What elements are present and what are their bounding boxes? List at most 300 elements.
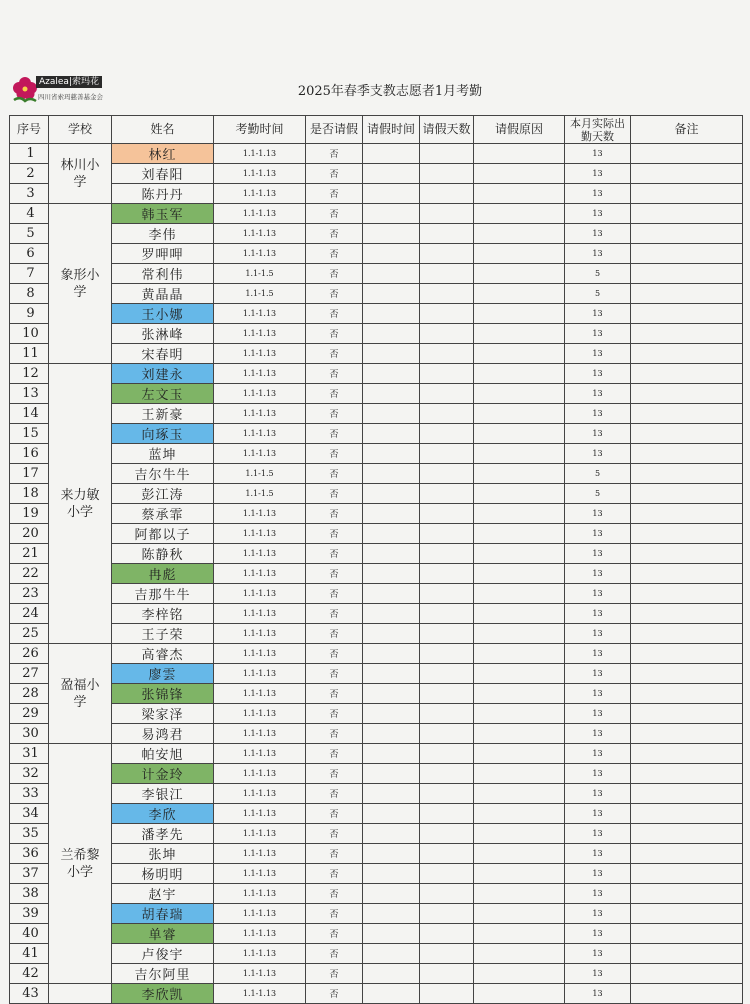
school-cell: 兰希黎小学 xyxy=(49,744,112,984)
attendance-time-cell: 1.1-1.13 xyxy=(214,144,306,164)
leave-time-cell xyxy=(363,724,420,744)
actual-days-cell: 13 xyxy=(565,924,631,944)
name-cell: 罗呷呷 xyxy=(112,244,214,264)
table-row xyxy=(10,724,743,744)
table-row xyxy=(10,204,743,224)
attendance-time-cell: 1.1-1.13 xyxy=(214,504,306,524)
leave-days-cell xyxy=(420,464,474,484)
name-cell: 单睿 xyxy=(112,924,214,944)
leave-reason-cell xyxy=(474,384,565,404)
table-row xyxy=(10,384,743,404)
remarks-cell xyxy=(631,704,743,724)
attendance-time-cell: 1.1-1.13 xyxy=(214,424,306,444)
attendance-table xyxy=(9,115,743,1004)
leave-reason-cell xyxy=(474,304,565,324)
actual-days-cell: 5 xyxy=(565,264,631,284)
remarks-cell xyxy=(631,164,743,184)
leave-time-cell xyxy=(363,384,420,404)
seq-cell: 2 xyxy=(10,164,49,184)
remarks-cell xyxy=(631,984,743,1004)
remarks-cell xyxy=(631,584,743,604)
remarks-cell xyxy=(631,524,743,544)
seq-cell: 20 xyxy=(10,524,49,544)
leave-reason-cell xyxy=(474,904,565,924)
attendance-time-cell: 1.1-1.13 xyxy=(214,944,306,964)
actual-days-cell: 13 xyxy=(565,664,631,684)
leave-reason-cell xyxy=(474,804,565,824)
leave-reason-cell xyxy=(474,544,565,564)
actual-days-cell: 13 xyxy=(565,804,631,824)
leave-days-cell xyxy=(420,144,474,164)
name-cell: 吉尔阿里 xyxy=(112,964,214,984)
leave-reason-cell xyxy=(474,484,565,504)
table-row xyxy=(10,424,743,444)
leave-time-cell xyxy=(363,484,420,504)
name-cell: 李银江 xyxy=(112,784,214,804)
attendance-time-cell: 1.1-1.13 xyxy=(214,764,306,784)
seq-cell: 37 xyxy=(10,864,49,884)
leave-reason-cell xyxy=(474,284,565,304)
leave-days-cell xyxy=(420,964,474,984)
leave-reason-cell xyxy=(474,324,565,344)
leave-reason-cell xyxy=(474,884,565,904)
actual-days-cell: 13 xyxy=(565,404,631,424)
seq-cell: 26 xyxy=(10,644,49,664)
on-leave-cell: 否 xyxy=(306,384,363,404)
leave-time-cell xyxy=(363,824,420,844)
leave-time-cell xyxy=(363,204,420,224)
seq-cell: 12 xyxy=(10,364,49,384)
name-cell: 卢俊宇 xyxy=(112,944,214,964)
page-title: 2025年春季支教志愿者1月考勤 xyxy=(297,84,483,99)
on-leave-cell: 否 xyxy=(306,544,363,564)
table-row xyxy=(10,904,743,924)
table-row xyxy=(10,544,743,564)
table-row xyxy=(10,284,743,304)
table-row xyxy=(10,564,743,584)
seq-cell: 42 xyxy=(10,964,49,984)
name-cell: 彭江涛 xyxy=(112,484,214,504)
remarks-cell xyxy=(631,864,743,884)
attendance-time-cell: 1.1-1.13 xyxy=(214,524,306,544)
on-leave-cell: 否 xyxy=(306,884,363,904)
name-cell: 杨明明 xyxy=(112,864,214,884)
seq-cell: 11 xyxy=(10,344,49,364)
leave-reason-cell xyxy=(474,624,565,644)
name-cell: 张淋峰 xyxy=(112,324,214,344)
school-cell: 来力敏小学 xyxy=(49,364,112,644)
on-leave-cell: 否 xyxy=(306,184,363,204)
name-cell: 左文玉 xyxy=(112,384,214,404)
leave-time-cell xyxy=(363,444,420,464)
table-row xyxy=(10,964,743,984)
seq-cell: 21 xyxy=(10,544,49,564)
remarks-cell xyxy=(631,404,743,424)
remarks-cell xyxy=(631,924,743,944)
leave-days-cell xyxy=(420,944,474,964)
leave-days-cell xyxy=(420,664,474,684)
attendance-time-cell: 1.1-1.13 xyxy=(214,364,306,384)
remarks-cell xyxy=(631,824,743,844)
leave-days-cell xyxy=(420,764,474,784)
remarks-cell xyxy=(631,264,743,284)
leave-time-cell xyxy=(363,404,420,424)
on-leave-cell: 否 xyxy=(306,424,363,444)
header-leave-days: 请假天数 xyxy=(420,116,474,144)
seq-cell: 24 xyxy=(10,604,49,624)
name-cell: 李梓铭 xyxy=(112,604,214,624)
leave-time-cell xyxy=(363,164,420,184)
name-cell: 阿都以子 xyxy=(112,524,214,544)
actual-days-cell: 13 xyxy=(565,864,631,884)
remarks-cell xyxy=(631,484,743,504)
header-seq: 序号 xyxy=(10,116,49,144)
leave-days-cell xyxy=(420,324,474,344)
actual-days-cell: 13 xyxy=(565,764,631,784)
on-leave-cell: 否 xyxy=(306,404,363,424)
table-row xyxy=(10,224,743,244)
attendance-time-cell: 1.1-1.13 xyxy=(214,224,306,244)
leave-time-cell xyxy=(363,644,420,664)
leave-days-cell xyxy=(420,824,474,844)
leave-days-cell xyxy=(420,904,474,924)
on-leave-cell: 否 xyxy=(306,204,363,224)
on-leave-cell: 否 xyxy=(306,524,363,544)
school-cell: 象形小学 xyxy=(49,204,112,364)
remarks-cell xyxy=(631,884,743,904)
logo-brand-text: Azalea|索玛花 xyxy=(36,76,102,88)
leave-days-cell xyxy=(420,164,474,184)
table-header-row xyxy=(10,116,743,144)
leave-reason-cell xyxy=(474,344,565,364)
table-row xyxy=(10,504,743,524)
header-attendance-time: 考勤时间 xyxy=(214,116,306,144)
leave-time-cell xyxy=(363,144,420,164)
on-leave-cell: 否 xyxy=(306,584,363,604)
remarks-cell xyxy=(631,364,743,384)
leave-reason-cell xyxy=(474,644,565,664)
seq-cell: 19 xyxy=(10,504,49,524)
actual-days-cell: 13 xyxy=(565,784,631,804)
on-leave-cell: 否 xyxy=(306,604,363,624)
name-cell: 高睿杰 xyxy=(112,644,214,664)
on-leave-cell: 否 xyxy=(306,844,363,864)
seq-cell: 35 xyxy=(10,824,49,844)
on-leave-cell: 否 xyxy=(306,444,363,464)
actual-days-cell: 13 xyxy=(565,144,631,164)
remarks-cell xyxy=(631,384,743,404)
name-cell: 张锦锋 xyxy=(112,684,214,704)
leave-time-cell xyxy=(363,904,420,924)
actual-days-cell: 13 xyxy=(565,884,631,904)
leave-reason-cell xyxy=(474,984,565,1004)
on-leave-cell: 否 xyxy=(306,564,363,584)
school-cell xyxy=(49,984,112,1004)
attendance-time-cell: 1.1-1.13 xyxy=(214,204,306,224)
actual-days-cell: 13 xyxy=(565,384,631,404)
leave-reason-cell xyxy=(474,464,565,484)
seq-cell: 29 xyxy=(10,704,49,724)
actual-days-cell: 13 xyxy=(565,324,631,344)
leave-days-cell xyxy=(420,384,474,404)
seq-cell: 39 xyxy=(10,904,49,924)
on-leave-cell: 否 xyxy=(306,144,363,164)
seq-cell: 3 xyxy=(10,184,49,204)
seq-cell: 23 xyxy=(10,584,49,604)
actual-days-cell: 13 xyxy=(565,244,631,264)
leave-time-cell xyxy=(363,544,420,564)
attendance-time-cell: 1.1-1.13 xyxy=(214,164,306,184)
remarks-cell xyxy=(631,664,743,684)
on-leave-cell: 否 xyxy=(306,344,363,364)
name-cell: 韩玉军 xyxy=(112,204,214,224)
name-cell: 李伟 xyxy=(112,224,214,244)
remarks-cell xyxy=(631,324,743,344)
leave-time-cell xyxy=(363,604,420,624)
header-school: 学校 xyxy=(49,116,112,144)
name-cell: 蔡承霏 xyxy=(112,504,214,524)
leave-reason-cell xyxy=(474,424,565,444)
name-cell: 张坤 xyxy=(112,844,214,864)
actual-days-cell: 13 xyxy=(565,504,631,524)
table-row xyxy=(10,864,743,884)
leave-time-cell xyxy=(363,624,420,644)
seq-cell: 14 xyxy=(10,404,49,424)
table-row xyxy=(10,604,743,624)
leave-reason-cell xyxy=(474,684,565,704)
on-leave-cell: 否 xyxy=(306,724,363,744)
name-cell: 林红 xyxy=(112,144,214,164)
attendance-time-cell: 1.1-1.13 xyxy=(214,344,306,364)
leave-reason-cell xyxy=(474,244,565,264)
seq-cell: 27 xyxy=(10,664,49,684)
name-cell: 陈丹丹 xyxy=(112,184,214,204)
leave-time-cell xyxy=(363,184,420,204)
leave-days-cell xyxy=(420,624,474,644)
attendance-time-cell: 1.1-1.5 xyxy=(214,464,306,484)
leave-time-cell xyxy=(363,504,420,524)
table-row xyxy=(10,444,743,464)
on-leave-cell: 否 xyxy=(306,484,363,504)
attendance-time-cell: 1.1-1.13 xyxy=(214,404,306,424)
seq-cell: 18 xyxy=(10,484,49,504)
leave-reason-cell xyxy=(474,264,565,284)
on-leave-cell: 否 xyxy=(306,804,363,824)
seq-cell: 9 xyxy=(10,304,49,324)
actual-days-cell: 13 xyxy=(565,344,631,364)
leave-time-cell xyxy=(363,264,420,284)
attendance-time-cell: 1.1-1.13 xyxy=(214,324,306,344)
actual-days-cell: 13 xyxy=(565,364,631,384)
seq-cell: 10 xyxy=(10,324,49,344)
leave-days-cell xyxy=(420,524,474,544)
attendance-time-cell: 1.1-1.13 xyxy=(214,924,306,944)
actual-days-cell: 13 xyxy=(565,904,631,924)
on-leave-cell: 否 xyxy=(306,304,363,324)
remarks-cell xyxy=(631,544,743,564)
leave-reason-cell xyxy=(474,224,565,244)
name-cell: 赵宇 xyxy=(112,884,214,904)
seq-cell: 4 xyxy=(10,204,49,224)
table-row xyxy=(10,184,743,204)
leave-time-cell xyxy=(363,344,420,364)
name-cell: 常利伟 xyxy=(112,264,214,284)
seq-cell: 41 xyxy=(10,944,49,964)
name-cell: 宋春明 xyxy=(112,344,214,364)
remarks-cell xyxy=(631,764,743,784)
leave-days-cell xyxy=(420,564,474,584)
attendance-time-cell: 1.1-1.13 xyxy=(214,544,306,564)
on-leave-cell: 否 xyxy=(306,944,363,964)
actual-days-cell: 13 xyxy=(565,164,631,184)
leave-reason-cell xyxy=(474,864,565,884)
remarks-cell xyxy=(631,604,743,624)
leave-days-cell xyxy=(420,604,474,624)
leave-days-cell xyxy=(420,224,474,244)
leave-time-cell xyxy=(363,924,420,944)
leave-reason-cell xyxy=(474,844,565,864)
remarks-cell xyxy=(631,944,743,964)
leave-time-cell xyxy=(363,364,420,384)
leave-time-cell xyxy=(363,304,420,324)
table-row xyxy=(10,684,743,704)
leave-time-cell xyxy=(363,324,420,344)
actual-days-cell: 13 xyxy=(565,844,631,864)
table-row xyxy=(10,644,743,664)
remarks-cell xyxy=(631,204,743,224)
attendance-time-cell: 1.1-1.13 xyxy=(214,664,306,684)
remarks-cell xyxy=(631,724,743,744)
actual-days-cell: 13 xyxy=(565,744,631,764)
name-cell: 刘建永 xyxy=(112,364,214,384)
leave-days-cell xyxy=(420,584,474,604)
remarks-cell xyxy=(631,144,743,164)
leave-days-cell xyxy=(420,344,474,364)
table-row xyxy=(10,304,743,324)
leave-time-cell xyxy=(363,804,420,824)
seq-cell: 30 xyxy=(10,724,49,744)
seq-cell: 15 xyxy=(10,424,49,444)
attendance-time-cell: 1.1-1.13 xyxy=(214,784,306,804)
name-cell: 廖雲 xyxy=(112,664,214,684)
leave-time-cell xyxy=(363,664,420,684)
actual-days-cell: 13 xyxy=(565,604,631,624)
attendance-time-cell: 1.1-1.13 xyxy=(214,804,306,824)
attendance-time-cell: 1.1-1.13 xyxy=(214,904,306,924)
on-leave-cell: 否 xyxy=(306,164,363,184)
seq-cell: 43 xyxy=(10,984,49,1004)
attendance-time-cell: 1.1-1.13 xyxy=(214,624,306,644)
leave-time-cell xyxy=(363,464,420,484)
name-cell: 帕安旭 xyxy=(112,744,214,764)
leave-time-cell xyxy=(363,984,420,1004)
actual-days-cell: 13 xyxy=(565,644,631,664)
leave-reason-cell xyxy=(474,764,565,784)
seq-cell: 32 xyxy=(10,764,49,784)
table-row xyxy=(10,404,743,424)
leave-reason-cell xyxy=(474,144,565,164)
attendance-time-cell: 1.1-1.13 xyxy=(214,704,306,724)
actual-days-cell: 5 xyxy=(565,284,631,304)
name-cell: 刘春阳 xyxy=(112,164,214,184)
leave-reason-cell xyxy=(474,784,565,804)
on-leave-cell: 否 xyxy=(306,224,363,244)
actual-days-cell: 13 xyxy=(565,184,631,204)
leave-reason-cell xyxy=(474,744,565,764)
seq-cell: 25 xyxy=(10,624,49,644)
table-row xyxy=(10,744,743,764)
seq-cell: 33 xyxy=(10,784,49,804)
seq-cell: 40 xyxy=(10,924,49,944)
attendance-time-cell: 1.1-1.13 xyxy=(214,964,306,984)
leave-time-cell xyxy=(363,784,420,804)
table-row xyxy=(10,824,743,844)
table-row xyxy=(10,764,743,784)
table-row xyxy=(10,524,743,544)
table-row xyxy=(10,844,743,864)
attendance-time-cell: 1.1-1.13 xyxy=(214,604,306,624)
leave-reason-cell xyxy=(474,184,565,204)
remarks-cell xyxy=(631,804,743,824)
attendance-time-cell: 1.1-1.13 xyxy=(214,984,306,1004)
on-leave-cell: 否 xyxy=(306,284,363,304)
attendance-time-cell: 1.1-1.13 xyxy=(214,844,306,864)
attendance-time-cell: 1.1-1.13 xyxy=(214,584,306,604)
name-cell: 李欣凯 xyxy=(112,984,214,1004)
remarks-cell xyxy=(631,904,743,924)
leave-time-cell xyxy=(363,944,420,964)
leave-reason-cell xyxy=(474,704,565,724)
name-cell: 胡春瑞 xyxy=(112,904,214,924)
attendance-time-cell: 1.1-1.13 xyxy=(214,724,306,744)
on-leave-cell: 否 xyxy=(306,824,363,844)
name-cell: 吉尔牛牛 xyxy=(112,464,214,484)
attendance-time-cell: 1.1-1.13 xyxy=(214,744,306,764)
table-row xyxy=(10,264,743,284)
attendance-time-cell: 1.1-1.13 xyxy=(214,244,306,264)
table-row xyxy=(10,464,743,484)
leave-reason-cell xyxy=(474,564,565,584)
actual-days-cell: 5 xyxy=(565,464,631,484)
leave-time-cell xyxy=(363,584,420,604)
leave-time-cell xyxy=(363,844,420,864)
leave-reason-cell xyxy=(474,924,565,944)
leave-time-cell xyxy=(363,224,420,244)
leave-time-cell xyxy=(363,564,420,584)
name-cell: 王子荣 xyxy=(112,624,214,644)
actual-days-cell: 13 xyxy=(565,444,631,464)
on-leave-cell: 否 xyxy=(306,904,363,924)
header-actual-days: 本月实际出勤天数 xyxy=(565,116,631,144)
actual-days-cell: 13 xyxy=(565,944,631,964)
actual-days-cell: 13 xyxy=(565,684,631,704)
remarks-cell xyxy=(631,684,743,704)
seq-cell: 31 xyxy=(10,744,49,764)
attendance-time-cell: 1.1-1.13 xyxy=(214,184,306,204)
leave-days-cell xyxy=(420,864,474,884)
on-leave-cell: 否 xyxy=(306,684,363,704)
remarks-cell xyxy=(631,444,743,464)
seq-cell: 8 xyxy=(10,284,49,304)
actual-days-cell: 13 xyxy=(565,204,631,224)
attendance-time-cell: 1.1-1.13 xyxy=(214,444,306,464)
attendance-time-cell: 1.1-1.13 xyxy=(214,884,306,904)
table-row xyxy=(10,944,743,964)
leave-days-cell xyxy=(420,724,474,744)
remarks-cell xyxy=(631,244,743,264)
leave-reason-cell xyxy=(474,364,565,384)
leave-reason-cell xyxy=(474,824,565,844)
